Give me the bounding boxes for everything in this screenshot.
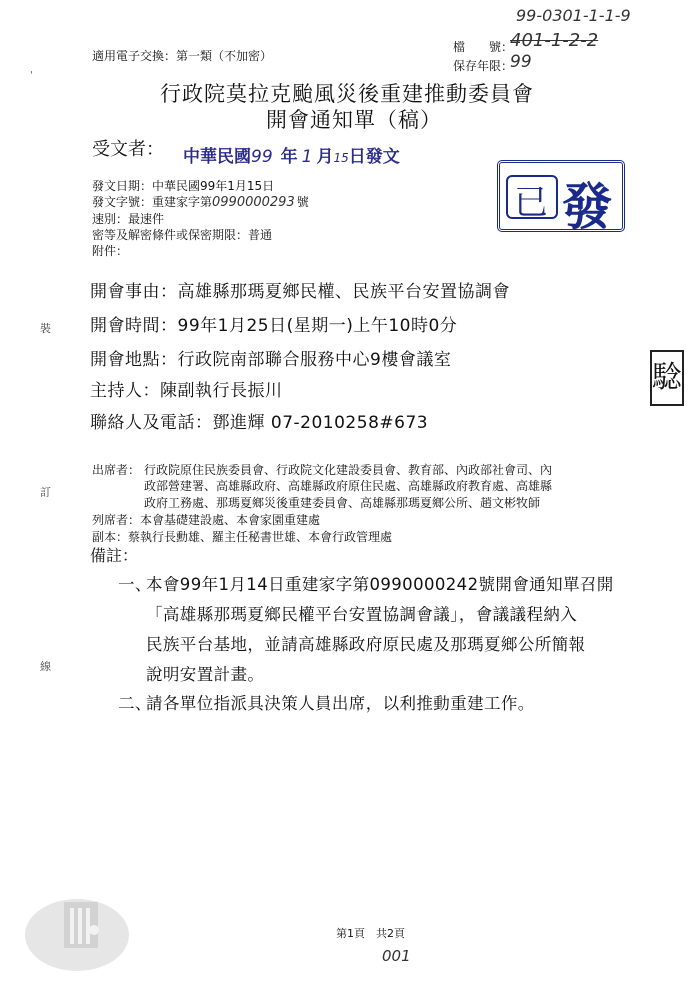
note-1-number: 一、 bbox=[118, 575, 152, 594]
speed-class: 速別：最速件 bbox=[92, 212, 165, 226]
document-subtitle: 開會通知單（稿） bbox=[266, 108, 442, 132]
note-1-line-4: 說明安置計畫。 bbox=[146, 665, 265, 684]
recipient-label: 受文者： bbox=[92, 139, 164, 160]
meeting-time: 開會時間：99年1月25日(星期一)上午10時0分 bbox=[90, 316, 458, 336]
attendees-line-3: 政府工務處、那瑪夏鄉災後重建委員會、高雄縣那瑪夏鄉公所、趙文彬牧師 bbox=[144, 496, 541, 510]
document-number-suffix: 號 bbox=[296, 195, 309, 209]
meeting-subject: 開會事由：高雄縣那瑪夏鄉民權、民族平台安置協調會 bbox=[90, 282, 510, 302]
meeting-contact: 聯絡人及電話：鄧進輝 07-2010258#673 bbox=[90, 413, 429, 433]
margin-tick-top: ' bbox=[30, 70, 33, 81]
note-2-line-1: 請各單位指派具決策人員出席，以利推動重建工作。 bbox=[146, 694, 535, 713]
document-title: 行政院莫拉克颱風災後重建推動委員會 bbox=[160, 82, 534, 106]
attendees-line-2: 政部營建署、高雄縣政府、高雄縣政府原住民處、高雄縣政府教育處、高雄縣 bbox=[144, 479, 553, 493]
notes-label: 備註： bbox=[90, 546, 139, 565]
file-number-label: 檔 號： bbox=[453, 40, 514, 54]
meeting-chair: 主持人：陳副執行長振川 bbox=[90, 381, 283, 401]
stamp-prefix: 中華民國 bbox=[183, 147, 251, 167]
file-number-handwritten: 401-1-2-2 bbox=[510, 30, 599, 51]
retention-label: 保存年限： bbox=[453, 59, 514, 73]
exchange-type: 適用電子交換：第一類（不加密） bbox=[92, 49, 273, 63]
attendees-line-1: 行政院原住民族委員會、行政院文化建設委員會、教育部、內政部社會司、內 bbox=[144, 463, 553, 477]
margin-mark-staple: 訂 bbox=[40, 486, 51, 499]
note-1-line-2: 「高雄縣那瑪夏鄉民權平台安置協調會議」，會議議程納入 bbox=[146, 605, 578, 624]
stamp-suffix: 日發文 bbox=[348, 147, 400, 167]
side-seal: 騐 bbox=[650, 350, 684, 406]
copies: 副本：蔡執行長勳雄、羅主任秘書世雄、本會行政管理處 bbox=[92, 530, 393, 544]
note-1-line-1: 本會99年1月14日重建家字第0990000242號開會通知單召開 bbox=[146, 575, 614, 594]
attachment: 附件： bbox=[92, 244, 129, 258]
handwritten-page-mark: 001 bbox=[382, 947, 411, 965]
margin-mark-line: 線 bbox=[40, 660, 51, 673]
stamp-year-unit: 年 bbox=[280, 147, 298, 167]
margin-mark-bind: 裝 bbox=[40, 322, 51, 335]
document-number-label: 發文字號：重建家字第 bbox=[92, 195, 213, 209]
document-number bbox=[92, 193, 309, 210]
sent-seal-stamp bbox=[497, 160, 625, 236]
issue-date-stamp bbox=[183, 142, 400, 167]
stamp-year: 99 bbox=[251, 147, 273, 167]
sent-seal-right-char: 發 bbox=[562, 177, 612, 236]
secrecy-level: 密等及解密條件或保密期限：普通 bbox=[92, 228, 273, 242]
attendees-label: 出席者： bbox=[92, 463, 141, 477]
note-1-line-3: 民族平台基地，並請高雄縣政府原民處及那瑪夏鄉公所簡報 bbox=[146, 635, 586, 654]
issue-date: 發文日期：中華民國99年1月15日 bbox=[92, 179, 275, 193]
page-number: 第1頁 共2頁 bbox=[336, 927, 405, 940]
retention-handwritten: 99 bbox=[510, 52, 532, 72]
observers: 列席者：本會基礎建設處、本會家園重建處 bbox=[92, 513, 321, 527]
archive-watermark-icon bbox=[22, 880, 132, 975]
stamp-month: 1 bbox=[301, 147, 313, 167]
stamp-day: 15 bbox=[333, 151, 349, 165]
document-number-handwritten: 0990000293 bbox=[212, 195, 295, 210]
stamp-month-unit: 月 bbox=[316, 147, 334, 167]
sent-seal-left-char: 已 bbox=[514, 183, 548, 223]
meeting-place: 開會地點：行政院南部聯合服務中心9樓會議室 bbox=[90, 350, 452, 370]
handwritten-reference: 99-0301-1-1-9 bbox=[516, 6, 631, 25]
note-2-number: 二、 bbox=[118, 694, 152, 713]
